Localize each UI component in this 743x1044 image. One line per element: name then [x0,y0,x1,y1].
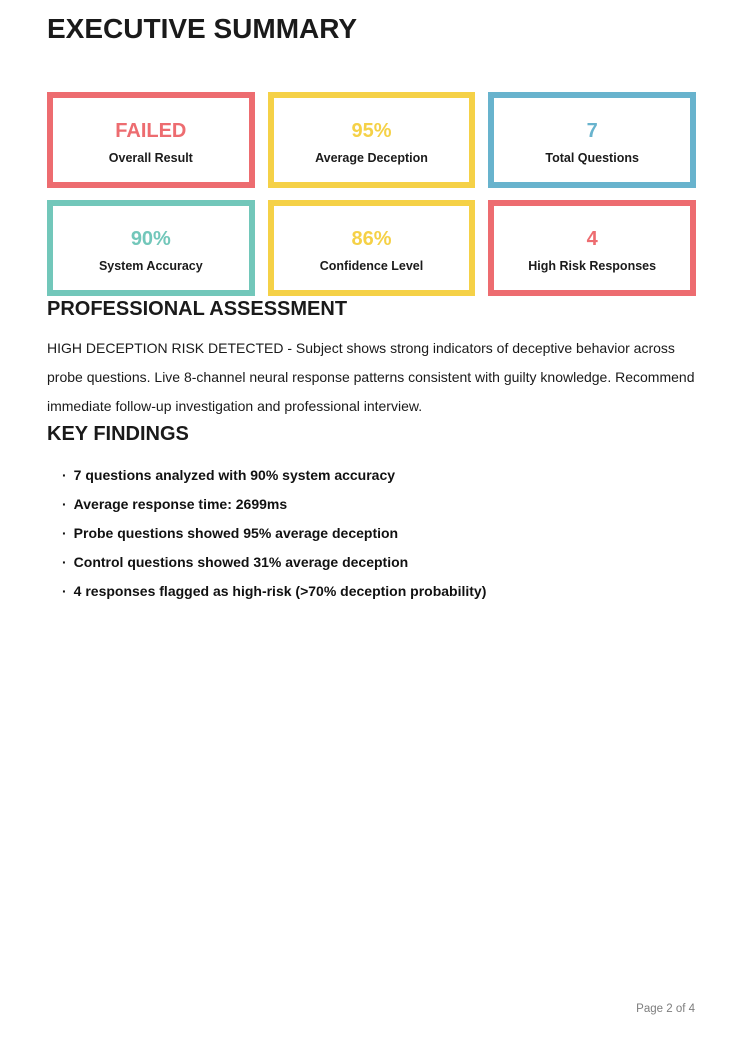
stat-card-average-deception [268,92,476,188]
stat-card-label: Total Questions [545,150,639,165]
stat-card-value: 95% [351,119,392,142]
stat-card-label: System Accuracy [98,258,203,273]
key-findings-heading: KEY FINDINGS [47,423,189,445]
key-finding-item [62,548,696,577]
key-finding-text: 4 responses flagged as high-risk (>70% deception probability) [73,583,487,599]
stat-card-label: Confidence Level [319,258,424,273]
stat-cards-grid [47,92,696,296]
stat-card-system-accuracy [47,200,255,296]
stat-card-total-questions [488,92,696,188]
stat-card-high-risk-responses [488,200,696,296]
stat-card-value: 90% [130,227,171,250]
professional-assessment-heading: PROFESSIONAL ASSESSMENT [47,298,348,320]
bullet-marker: · [62,467,67,483]
key-finding-text: Probe questions showed 95% average deception [73,525,399,541]
stat-card-value: 4 [586,227,598,250]
stat-card-confidence-level [268,200,476,296]
bullet-marker: · [62,554,67,570]
page-number: Page 2 of 4 [636,1003,695,1015]
key-finding-item [62,577,696,606]
professional-assessment-paragraph: HIGH DECEPTION RISK DETECTED - Subject shows strong indicators of deceptive behavior across probe questions. Live 8-channel neural response patterns consistent with guilty knowledge. Recommend immediate follow-up investigation and professional interview. [47,340,695,414]
stat-card-value: 7 [586,119,598,142]
stat-card-label: Overall Result [108,150,193,165]
bullet-marker: · [62,525,67,541]
key-finding-text: Average response time: 2699ms [73,496,288,512]
key-finding-text: Control questions showed 31% average deception [73,554,409,570]
key-finding-item [62,490,696,519]
stat-card-value: 86% [351,227,392,250]
key-finding-text: 7 questions analyzed with 90% system accuracy [73,467,396,483]
stat-card-overall-result [47,92,255,188]
bullet-marker: · [62,496,67,512]
page-title: EXECUTIVE SUMMARY [47,13,358,44]
key-finding-item [62,519,696,548]
key-finding-item [62,461,696,490]
stat-card-label: High Risk Responses [528,258,657,273]
stat-card-label: Average Deception [315,150,428,165]
stat-card-value: FAILED [115,119,187,142]
bullet-marker: · [62,583,67,599]
key-findings-list [47,461,696,606]
